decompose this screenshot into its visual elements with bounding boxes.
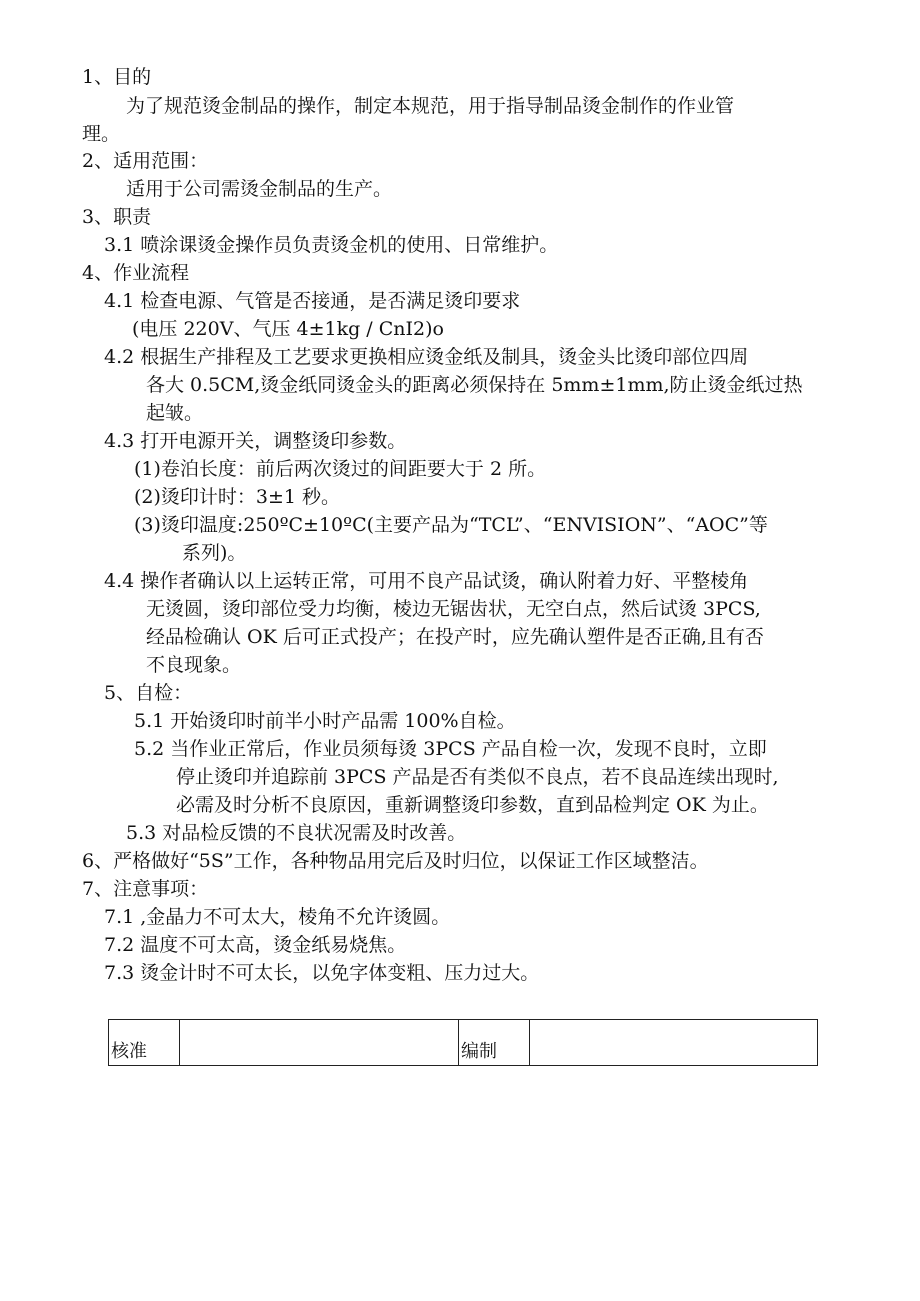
item-4-4-cont-3: 不良现象。 [146, 654, 242, 676]
prepared-label: 编制 [459, 1020, 530, 1066]
item-5-3: 5.3 对品检反馈的不良状况需及时改善。 [126, 822, 467, 844]
section-2-text: 适用于公司需烫金制品的生产。 [126, 178, 393, 200]
signoff-table [108, 1019, 818, 1066]
approve-label: 核准 [109, 1020, 180, 1066]
section-5-heading: 5、自检： [104, 682, 193, 704]
item-5-2-cont: 停止烫印并追踪前 3PCS 产品是否有类似不良点，若不良品连续出现时, [176, 766, 779, 788]
item-4-4-cont: 无烫圆，烫印部位受力均衡，棱边无锯齿状，无空白点，然后试烫 3PCS, [146, 598, 761, 620]
section-7-heading: 7、注意事项： [82, 878, 209, 900]
section-6: 6、严格做好“5S”工作，各种物品用完后及时归位，以保证工作区域整洁。 [82, 850, 709, 872]
section-1-text-cont: 理。 [82, 123, 121, 145]
item-5-2-cont-2: 必需及时分析不良原因，重新调整烫印参数，直到品检判定 OK 为止。 [176, 794, 769, 816]
item-4-4: 4.4 操作者确认以上运转正常，可用不良产品试烫，确认附着力好、平整棱角 [104, 570, 749, 592]
item-4-3-3: (3)烫印温度:250ºC±10ºC(主要产品为“TCL”、“ENVISION”、“AOC”等 [134, 514, 768, 536]
approve-field [180, 1020, 459, 1066]
item-4-3-3-cont: 系列)。 [182, 542, 247, 564]
prepared-field [530, 1020, 818, 1066]
item-4-3: 4.3 打开电源开关，调整烫印参数。 [104, 430, 407, 452]
item-4-2-cont-2: 起皱。 [146, 402, 204, 424]
section-2-heading: 2、适用范围： [82, 150, 209, 172]
item-3-1: 3.1 喷涂课烫金操作员负责烫金机的使用、日常维护。 [104, 234, 559, 256]
item-7-1: 7.1 ,金晶力不可太大，棱角不允许烫圆。 [104, 906, 451, 928]
item-4-1-cont: (电压 220V、气压 4±1kg / CnI2)o [132, 318, 444, 340]
item-4-4-cont-2: 经品检确认 OK 后可正式投产；在投产时，应先确认塑件是否正确,且有否 [146, 626, 764, 648]
item-7-2: 7.2 温度不可太高，烫金纸易烧焦。 [104, 934, 407, 956]
section-1-heading: 1、目的 [82, 66, 152, 88]
item-7-3: 7.3 烫金计时不可太长，以免字体变粗、压力过大。 [104, 962, 540, 984]
item-4-3-1: (1)卷泊长度：前后两次烫过的间距要大于 2 所。 [134, 458, 547, 480]
item-5-1: 5.1 开始烫印时前半小时产品需 100%自检。 [134, 710, 516, 732]
section-1-text: 为了规范烫金制品的操作，制定本规范，用于指导制品烫金制作的作业管 [126, 95, 735, 117]
section-4-heading: 4、作业流程 [82, 262, 190, 284]
item-4-2-cont: 各大 0.5CM,烫金纸同烫金头的距离必须保持在 5mm±1mm,防止烫金纸过热 [146, 374, 803, 396]
section-3-heading: 3、职责 [82, 206, 152, 228]
item-4-3-2: (2)烫印计时：3±1 秒。 [134, 486, 341, 508]
item-4-1: 4.1 检查电源、气管是否接通，是否满足烫印要求 [104, 290, 521, 312]
signoff-row [109, 1020, 818, 1066]
item-4-2: 4.2 根据生产排程及工艺要求更换相应烫金纸及制具，烫金头比烫印部位四周 [104, 346, 749, 368]
item-5-2: 5.2 当作业正常后，作业员须每烫 3PCS 产品自检一次，发现不良时，立即 [134, 738, 767, 760]
